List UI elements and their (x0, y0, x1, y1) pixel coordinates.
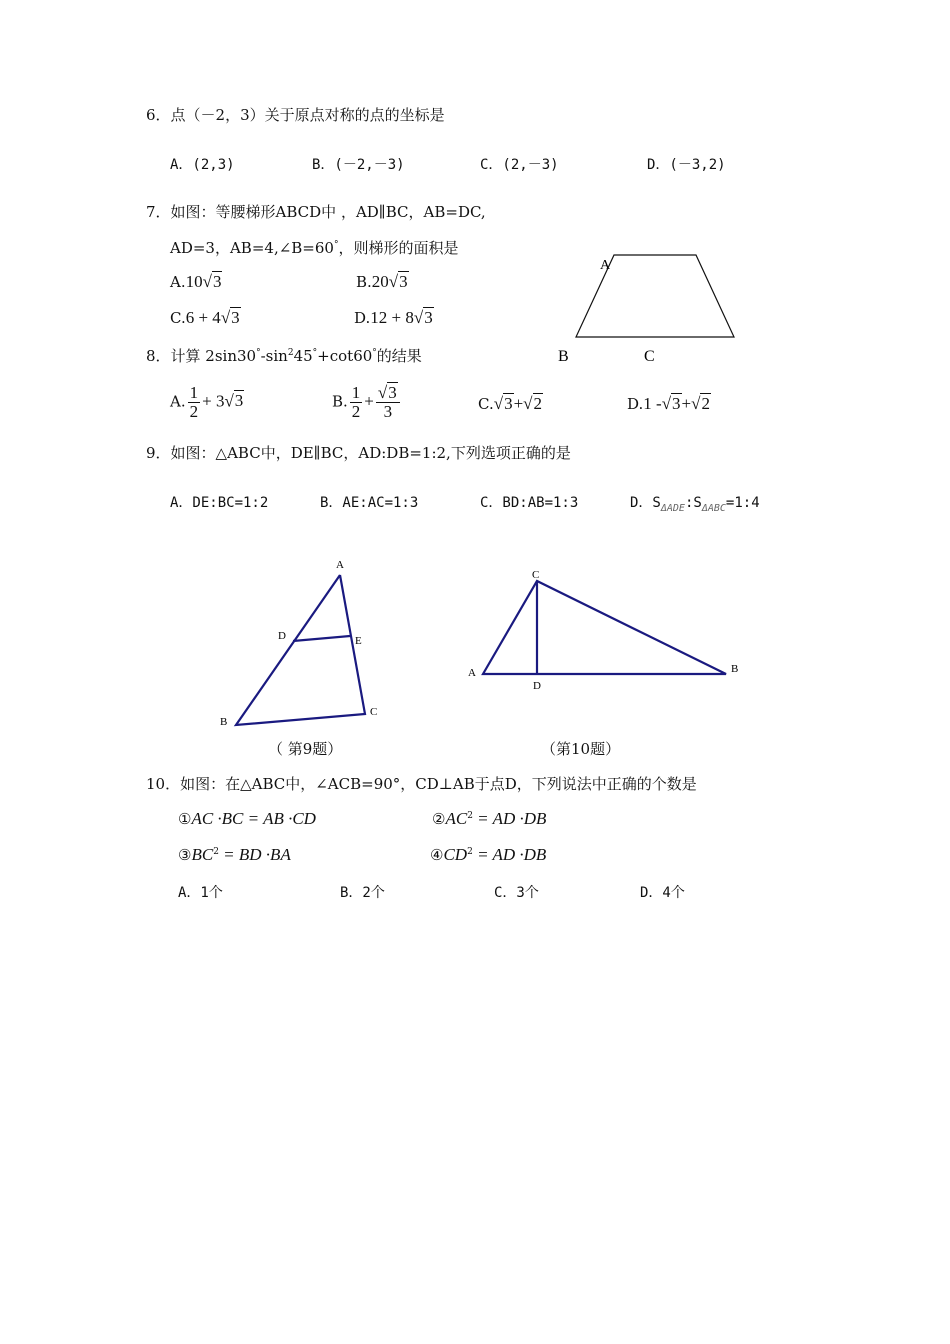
figure-10-caption: （第10题） (541, 740, 621, 758)
option-label: A. (170, 392, 186, 411)
label-b: B (220, 716, 228, 728)
q8-stem-part: 8．计算 2sin30 (146, 347, 257, 365)
q6-stem: 6．点（－2，3）关于原点对称的点的坐标是 (146, 106, 445, 124)
label-c: C (532, 569, 540, 581)
circled-number: ③ (178, 846, 192, 864)
statement-expr: = AD ·DB (472, 809, 547, 828)
option-part: =1:4 (725, 495, 760, 511)
q10-option-a: A．1个 (178, 885, 223, 901)
triangle-abc (236, 575, 365, 725)
sqrt-icon: √ (661, 394, 672, 413)
radicand: 2 (533, 394, 542, 413)
q8-option-c (478, 394, 543, 414)
radicand: 3 (672, 394, 681, 413)
radicand: 3 (399, 272, 408, 291)
q10-stem: 10．如图：在△ABC中，∠ACB=90°，CD⊥AB于点D，下列说法中正确的个数是 (146, 775, 697, 793)
sqrt-icon: √ (413, 308, 424, 327)
q7-stem-ask: ，则梯形的面积是 (338, 239, 459, 257)
statement-expr: AC ·BC = AB ·CD (191, 809, 316, 828)
q9-stem: 9．如图：△ABC中，DE∥BC，AD:DB=1:2,下列选项正确的是 (146, 444, 571, 462)
sqrt-icon: √ (523, 394, 533, 413)
option-label: B. (332, 392, 348, 411)
label-d: D (533, 680, 541, 692)
q8-stem-part: 的结果 (376, 347, 422, 365)
option-part: D．S (630, 495, 661, 511)
expr: 6 + 4 (185, 308, 221, 327)
q9-option-c: C．BD:AB=1:3 (480, 495, 579, 511)
triangle-abc (483, 581, 726, 674)
degree-mark: ° (372, 348, 377, 358)
q8-stem-part: 45 (293, 347, 313, 365)
q6-option-d: D．(－3,2) (647, 157, 726, 173)
q8-option-a (170, 384, 244, 421)
q9-option-a: A．DE:BC=1:2 (170, 495, 269, 511)
fraction (188, 384, 201, 421)
fraction (350, 384, 363, 421)
q10-statement-2 (432, 809, 546, 829)
figure-10 (460, 565, 750, 695)
plus: + (681, 394, 692, 413)
q7-stem-line1: 7．如图：等腰梯形ABCD中 ，AD∥BC，AB=DC, (146, 203, 486, 221)
radicand: 3 (234, 391, 244, 411)
coef: 20 (371, 272, 389, 291)
q10-statement-1 (178, 809, 316, 829)
statement-expr: CD (443, 845, 468, 864)
statement-expr: BC (191, 845, 214, 864)
q6-option-c: C．(2,－3) (480, 157, 559, 173)
subscript: ΔABC (701, 502, 726, 514)
exponent: 2 (467, 847, 473, 857)
option-label: C. (478, 395, 494, 413)
radicand: 2 (701, 394, 710, 413)
expr: + 3 (202, 391, 225, 411)
q7-option-c (170, 308, 241, 328)
sqrt-icon: √ (388, 272, 399, 291)
segment-de (293, 636, 350, 641)
q6-option-a: A．(2,3) (170, 157, 235, 173)
figure-9 (210, 555, 400, 735)
plus: + (364, 391, 374, 411)
q10-statement-4 (430, 845, 546, 865)
numerator: 1 (351, 383, 361, 402)
plus: + (513, 394, 524, 413)
expr: 12 + 8 (370, 308, 414, 327)
radicand: 3 (504, 394, 513, 413)
radicand: 3 (388, 383, 397, 402)
circled-number: ② (432, 810, 446, 828)
degree-mark: ° (312, 348, 318, 358)
label-b: B (558, 348, 569, 365)
trapezoid-figure (550, 245, 750, 375)
label-d: D (278, 630, 286, 642)
exponent: 2 (287, 348, 294, 358)
label-c: C (644, 348, 655, 365)
sqrt-icon: √ (224, 391, 234, 411)
statement-expr: = AD ·DB (472, 845, 547, 864)
q8-option-b (332, 384, 402, 421)
option-label: A. (170, 273, 186, 291)
fraction (376, 384, 400, 421)
option-label: D. (354, 309, 371, 327)
denominator: 2 (351, 401, 361, 421)
q10-statement-3 (178, 845, 291, 865)
radicand: 3 (212, 272, 222, 291)
q10-option-d: D．4个 (640, 885, 685, 901)
q10-option-c: C．3个 (494, 885, 539, 901)
q7-stem-given: AD=3，AB=4,∠B=60 (170, 239, 334, 257)
label-b: B (731, 663, 739, 675)
numerator (376, 384, 400, 403)
circled-number: ① (178, 810, 192, 828)
radicand: 3 (424, 308, 433, 327)
statement-expr: = BD ·BA (218, 845, 291, 864)
q7-option-a (170, 272, 222, 292)
q10-option-b: B．2个 (340, 885, 385, 901)
option-part: :S (684, 495, 702, 511)
label-a: A (600, 258, 611, 273)
sqrt-icon: √ (220, 308, 231, 327)
q8-stem (146, 345, 422, 366)
q8-stem-part: -sin (260, 347, 288, 365)
figure-9-caption: （ 第9题） (268, 740, 343, 758)
q7-stem-line2 (170, 237, 458, 258)
degree-mark: ° (256, 348, 261, 358)
sqrt-icon: √ (377, 383, 388, 402)
exponent: 2 (213, 847, 219, 857)
statement-expr: AC (445, 809, 468, 828)
coef: 10 (185, 272, 203, 291)
exponent: 2 (467, 811, 473, 821)
circled-number: ④ (430, 846, 444, 864)
sqrt-icon: √ (202, 272, 212, 291)
q9-option-b: B．AE:AC=1:3 (320, 495, 419, 511)
q8-option-d (627, 394, 711, 414)
expr: 1 - (643, 394, 662, 413)
q8-stem-part: +cot60 (317, 347, 373, 365)
label-e: E (355, 635, 362, 647)
option-label: C. (170, 309, 186, 327)
q7-option-d (354, 308, 434, 328)
subscript: ΔADE (660, 502, 685, 514)
option-label: D. (627, 395, 644, 413)
radicand: 3 (231, 308, 240, 327)
q7-option-b (356, 272, 409, 292)
label-c: C (370, 706, 378, 718)
degree-mark: ° (333, 240, 339, 250)
sqrt-icon: √ (493, 394, 504, 413)
denominator: 3 (383, 401, 393, 421)
q6-option-b: B．(－2,－3) (312, 157, 405, 173)
label-a: A (468, 667, 476, 679)
option-label: B. (356, 273, 372, 291)
denominator: 2 (189, 401, 199, 421)
numerator: 1 (189, 383, 199, 402)
q9-option-d (630, 492, 760, 514)
label-a: A (336, 559, 344, 571)
sqrt-icon: √ (691, 394, 701, 413)
